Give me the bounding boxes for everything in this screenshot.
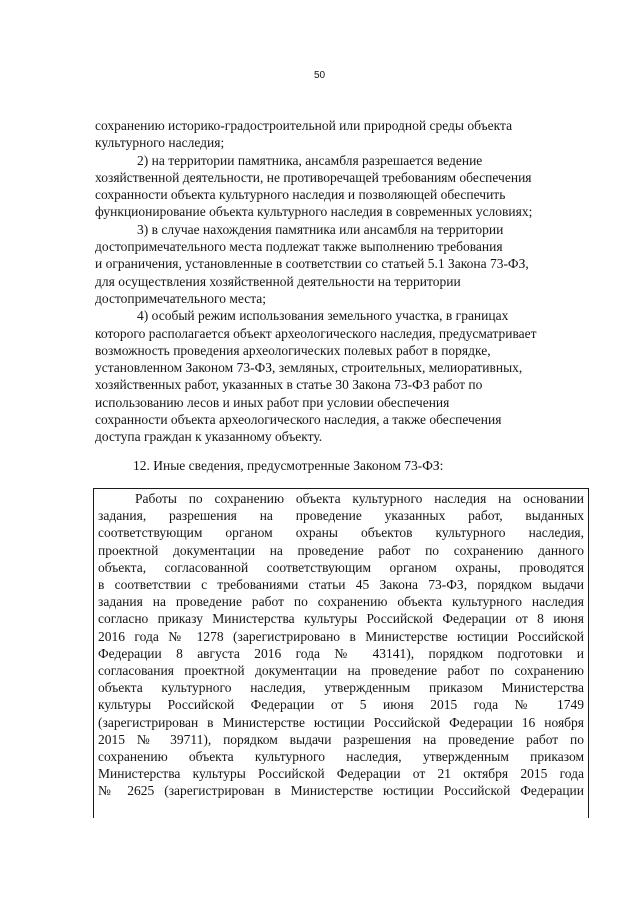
paragraph-item-3 [95,221,582,307]
text-line: хозяйственных работ, указанных в статье 30 Закона 73-ФЗ работ по [95,377,483,393]
text-line: функционирование объекта культурного наследия в современных условиях; [95,204,533,220]
text-line: соответствующим органом охраны объектов культурного наследия, [98,525,584,541]
text-line: достопримечательного места; [95,290,267,306]
text-line: объекта, согласованной соответствующим органом охраны, проводятся [98,559,584,575]
text-line: 4) особый режим использования земельного участка, в границах [137,308,509,324]
paragraph-item-2 [95,152,582,221]
text-line: и ограничения, установленные в соответствии со статьей 5.1 Закона 73-ФЗ, [95,256,529,272]
text-line: согласно приказу Министерства культуры Российской Федерации от 8 июня [98,611,584,627]
text-line: согласования проектной документации на проведение работ по сохранению [98,663,584,679]
text-line: проектной документации на проведение работ по сохранению данного [98,542,584,558]
text-line: Министерства культуры Российской Федерации от 21 октября 2015 года [98,766,584,782]
text-line: 2015 № 39711), порядком выдачи разрешения на проведение работ по [98,731,584,747]
info-box-text [98,490,584,800]
text-line: для осуществления хозяйственной деятельности на территории [95,273,461,289]
text-line: которого располагается объект археологического наследия, предусматривает [95,325,537,341]
text-line: достопримечательного места подлежат также выполнению требования [95,239,503,255]
paragraph-1 [95,117,582,152]
text-line: Федерации 8 августа 2016 года № 43141), порядком подготовки и [98,645,584,661]
text-line: объекта культурного наследия, утвержденным приказом Министерства [98,680,584,696]
text-line: культурного наследия; [95,135,225,151]
page-number: 50 [313,70,326,81]
text-line: задания на проведение работ по сохранению объекта культурного наследия [98,594,584,610]
info-box [93,488,589,818]
section-heading: 12. Иные сведения, предусмотренные Законом 73-ФЗ: [133,458,444,473]
text-line: установленном Законом 73-ФЗ, земляных, строительных, мелиоративных, [95,360,523,376]
text-line: хозяйственной деятельности, не противоречащей требованиям обеспечения [95,169,532,185]
text-line: 2016 года № 1278 (зарегистрировано в Министерстве юстиции Российской [98,628,584,644]
text-line: сохранению историко-градостроительной или природной среды объекта [95,118,513,133]
paragraph-item-4 [95,307,582,445]
text-line: сохранению объекта культурного наследия, утвержденным приказом [98,749,584,765]
text-line: возможность проведения археологических полевых работ в порядке, [95,342,491,358]
document-body [95,117,582,446]
text-line: доступа граждан к указанному объекту. [95,429,323,445]
text-line: сохранности объекта археологического наследия, а также обеспечения [95,412,502,428]
text-line: в соответствии с требованиями статьи 45 Закона 73-ФЗ, порядком выдачи [98,577,584,593]
text-line: Работы по сохранению объекта культурного наследия на основании [135,491,584,506]
text-line: задания, разрешения на проведение указанных работ, выданных [98,508,584,524]
text-line: (зарегистрирован в Министерстве юстиции Российской Федерации 16 ноября [98,714,584,730]
text-line: 2) на территории памятника, ансамбля разрешается ведение [137,152,483,168]
text-line: сохранности объекта культурного наследия и позволяющей обеспечить [95,187,506,203]
text-line: 3) в случае нахождения памятника или ансамбля на территории [137,221,504,237]
text-line: № 2625 (зарегистрирован в Министерстве юстиции Российской Федерации [98,783,584,799]
text-line: культуры Российской Федерации от 5 июня 2015 года № 1749 [98,697,584,713]
text-line: использованию лесов и иных работ при условии обеспечения [95,394,450,410]
